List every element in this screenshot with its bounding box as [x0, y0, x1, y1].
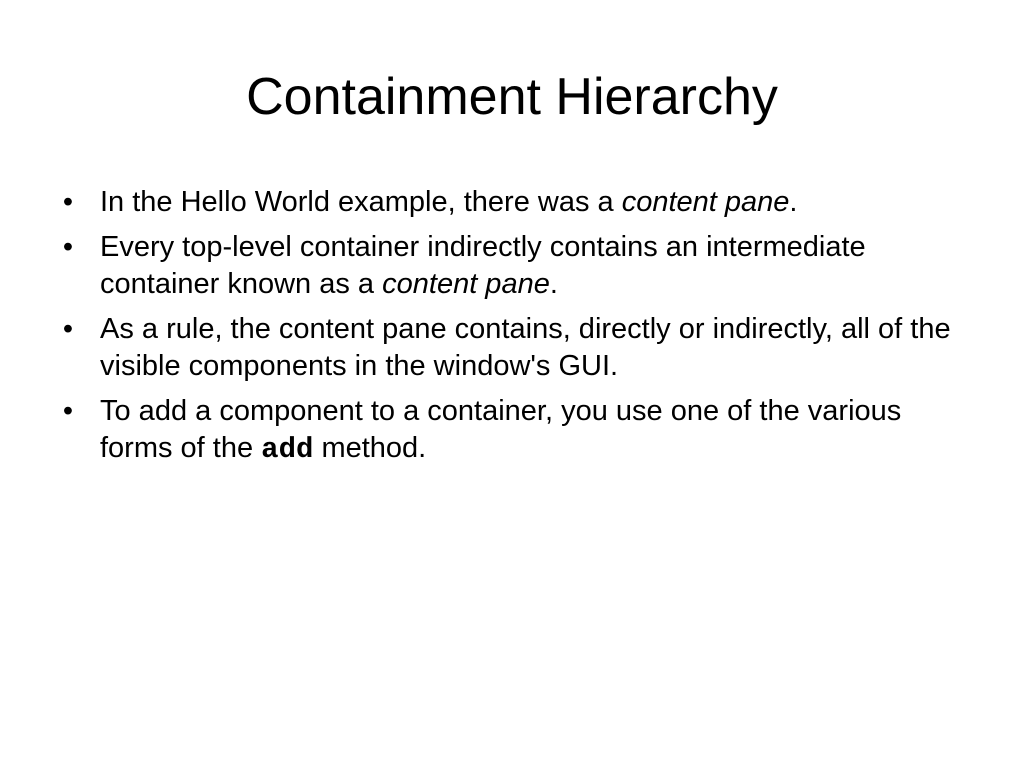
bullet-text-end: . [549, 268, 558, 300]
bullet-emphasis: content pane [621, 186, 790, 218]
slide-title: Containment Hierarchy [246, 68, 778, 126]
bullet-text: As a rule, the content pane contains, directly or indirectly, all of the visible components in the window's GUI. [100, 313, 951, 382]
bullet-code: add [261, 433, 314, 466]
bullet-emphasis: content pane [382, 268, 550, 300]
bullet-icon: • [62, 231, 74, 263]
bullet-icon: • [62, 395, 74, 427]
bullet-item [58, 229, 958, 303]
bullet-item [58, 393, 958, 468]
bullet-text: To add a component to a container, you use one of the various forms of the [100, 395, 902, 464]
bullet-icon: • [62, 313, 74, 345]
bullet-text: In the Hello World example, there was a [100, 186, 622, 218]
bullet-item [58, 311, 958, 385]
bullet-text: Every top-level container indirectly contains an intermediate container known as a [100, 231, 866, 300]
bullet-icon: • [62, 186, 74, 218]
bullet-list [58, 184, 958, 476]
bullet-item [58, 184, 958, 221]
bullet-text-end: . [789, 186, 798, 218]
bullet-text-end: method. [313, 432, 427, 464]
